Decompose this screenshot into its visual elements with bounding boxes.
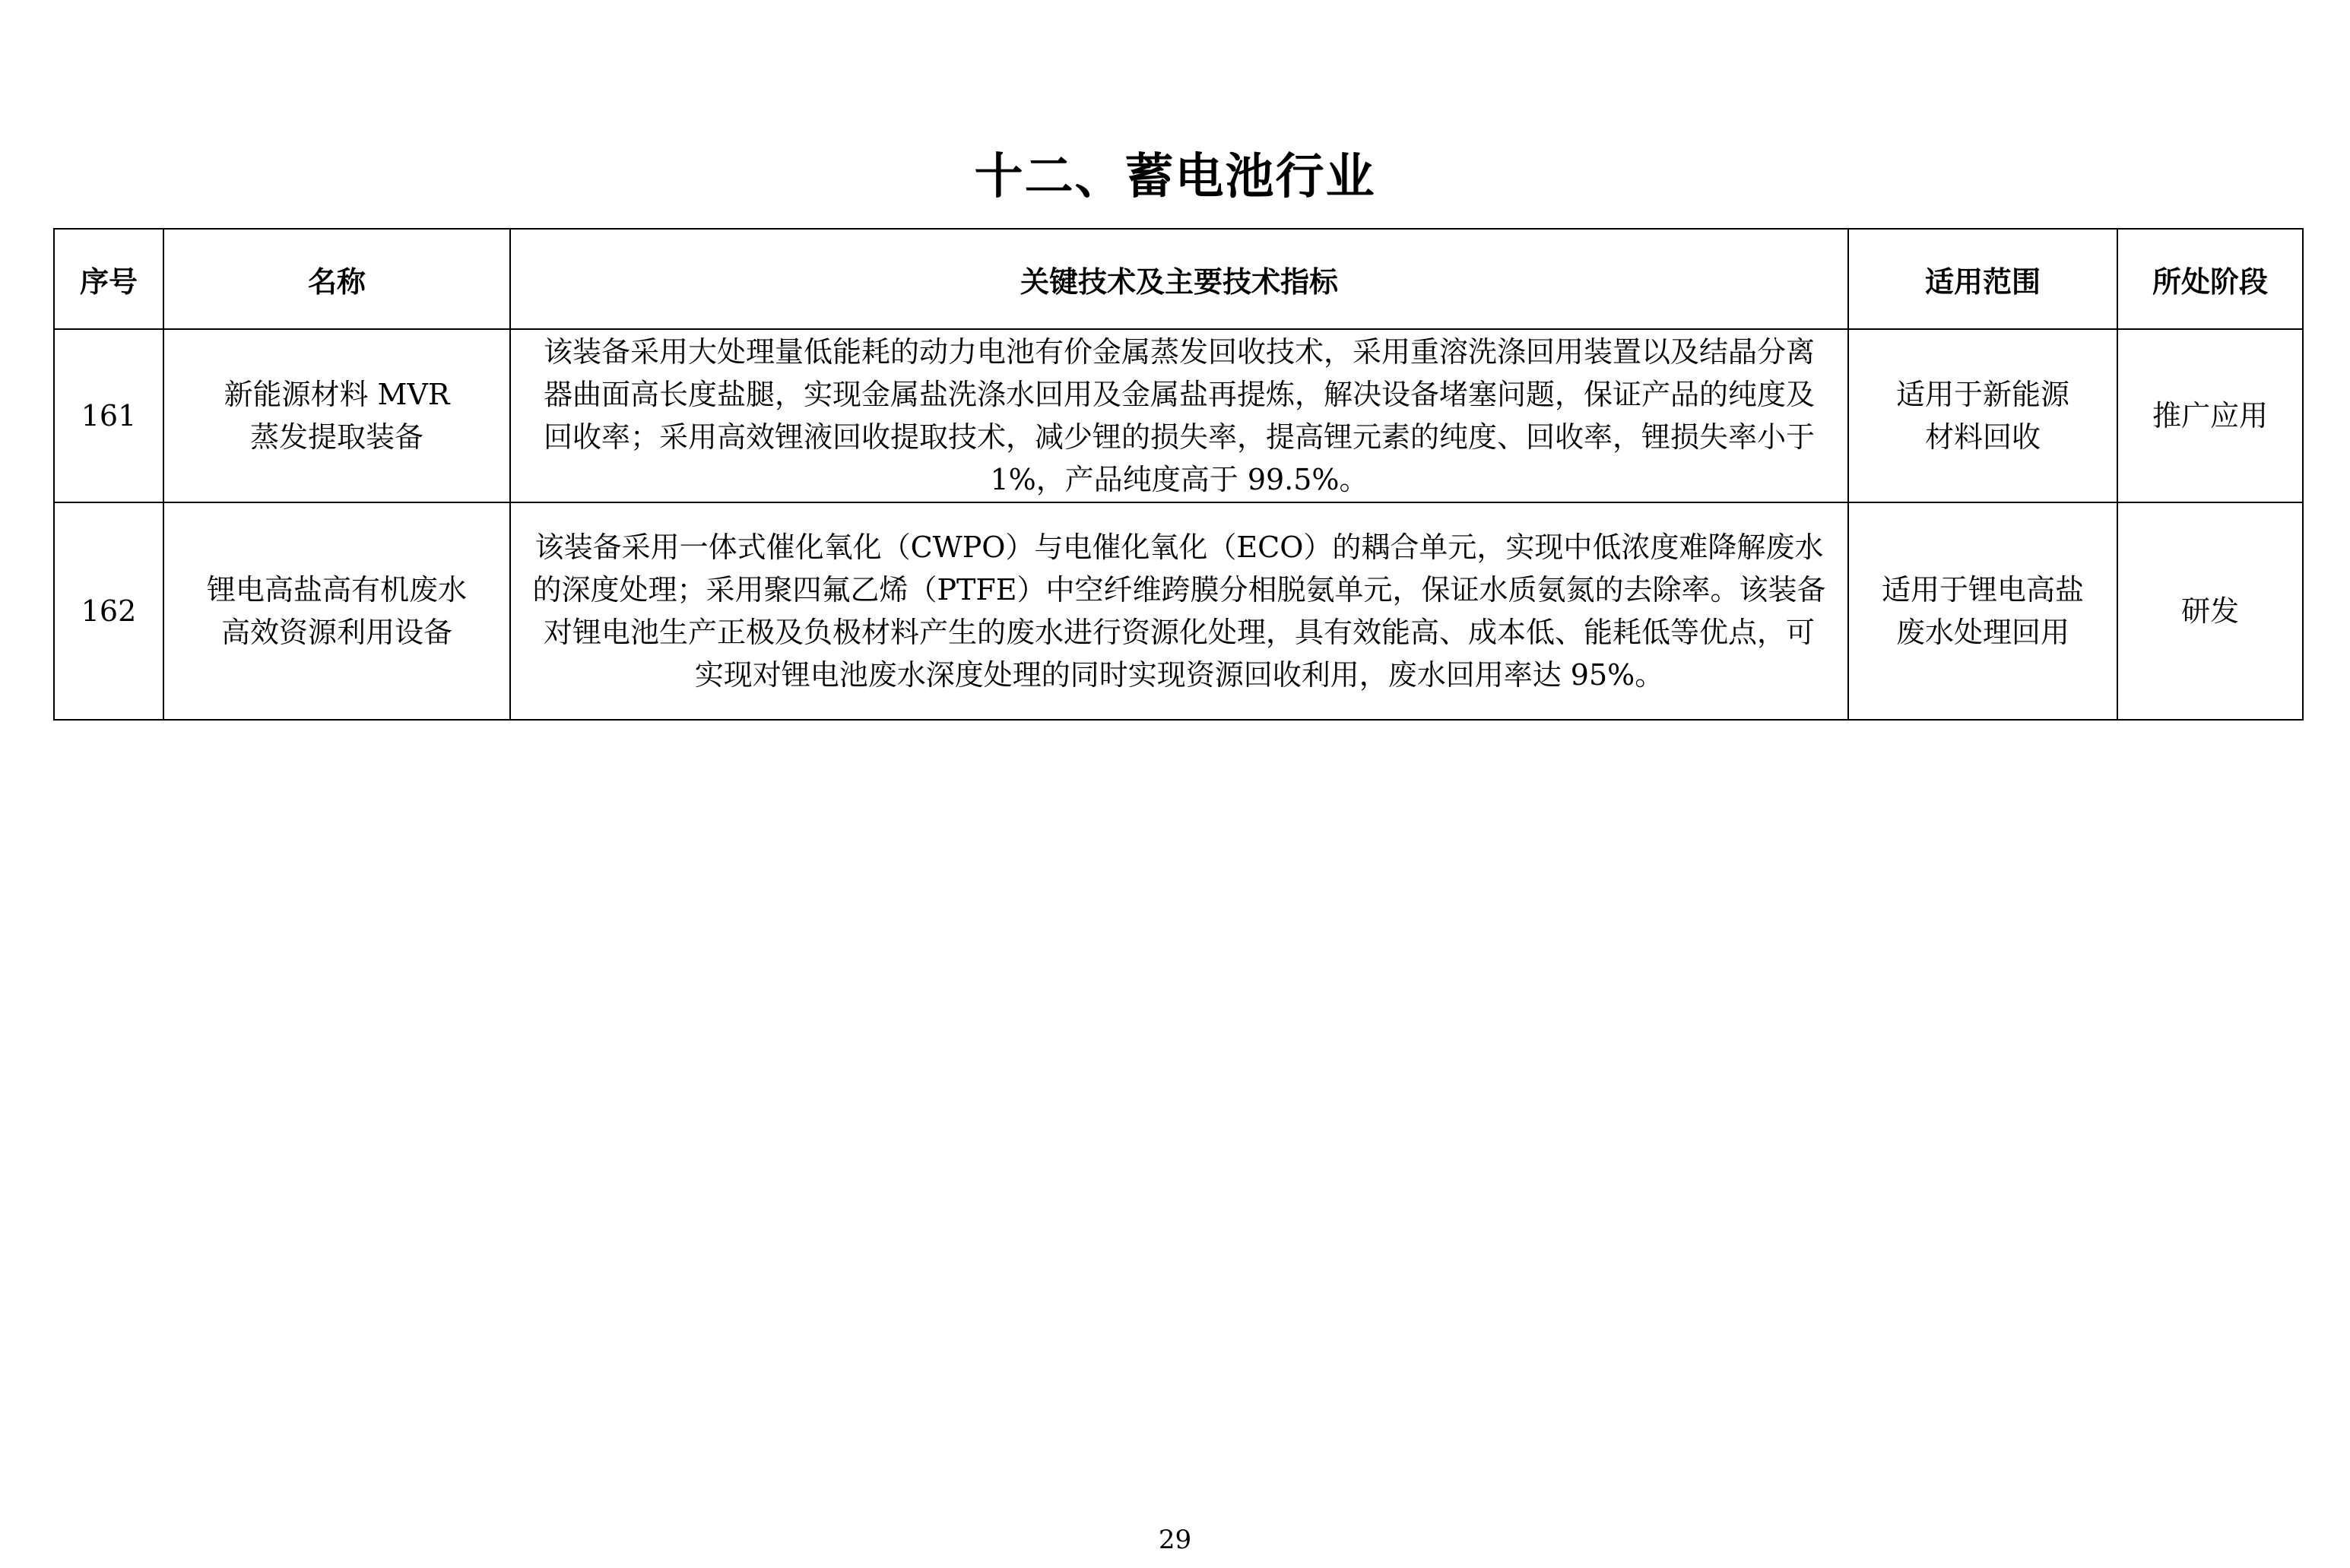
cell-scope [1848,502,2117,720]
name-line: 蒸发提取装备 [249,420,423,454]
cell-tech: 该装备采用大处理量低能耗的动力电池有价金属蒸发回收技术，采用重溶洗涤回用装置以及结晶分离器曲面高长度盐腿，实现金属盐洗涤水回用及金属盐再提炼，解决设备堵塞问题，保证产品的纯度及回收率；采用高效锂液回收提取技术，减少锂的损失率，提高锂元素的纯度、回收率，锂损失率小于 1%，产品纯度高于 99.5%。 [510,329,1848,502]
header-tech: 关键技术及主要技术指标 [510,229,1848,329]
page-title: 十二、蓄电池行业 [974,149,1376,205]
table-row [54,502,2303,720]
cell-scope [1848,329,2117,502]
scope-line: 废水处理回用 [1895,616,2069,649]
cell-index: 161 [54,329,163,502]
name-line: 锂电高盐高有机废水 [206,573,467,607]
header-name: 名称 [163,229,510,329]
cell-name [163,502,510,720]
cell-stage: 推广应用 [2117,329,2303,502]
cell-index: 162 [54,502,163,720]
scope-line: 适用于新能源 [1895,378,2069,411]
table-header-row [54,229,2303,329]
cell-tech: 该装备采用一体式催化氧化（CWPO）与电催化氧化（ECO）的耦合单元，实现中低浓度难降解废水的深度处理；采用聚四氟乙烯（PTFE）中空纤维跨膜分相脱氨单元，保证水质氨氮的去除率。该装备对锂电池生产正极及负极材料产生的废水进行资源化处理，具有效能高、成本低、能耗低等优点，可实现对锂电池废水深度处理的同时实现资源回收利用，废水回用率达 95%。 [510,502,1848,720]
table-row [54,329,2303,502]
name-line: 新能源材料 MVR [224,378,450,411]
header-stage: 所处阶段 [2117,229,2303,329]
header-index: 序号 [54,229,163,329]
scope-line: 适用于锂电高盐 [1881,573,2084,607]
page-number: 29 [1158,1525,1192,1555]
header-scope: 适用范围 [1848,229,2117,329]
name-line: 高效资源利用设备 [220,616,452,649]
scope-line: 材料回收 [1924,420,2041,454]
cell-name [163,329,510,502]
cell-stage: 研发 [2117,502,2303,720]
technology-table [53,228,2304,721]
